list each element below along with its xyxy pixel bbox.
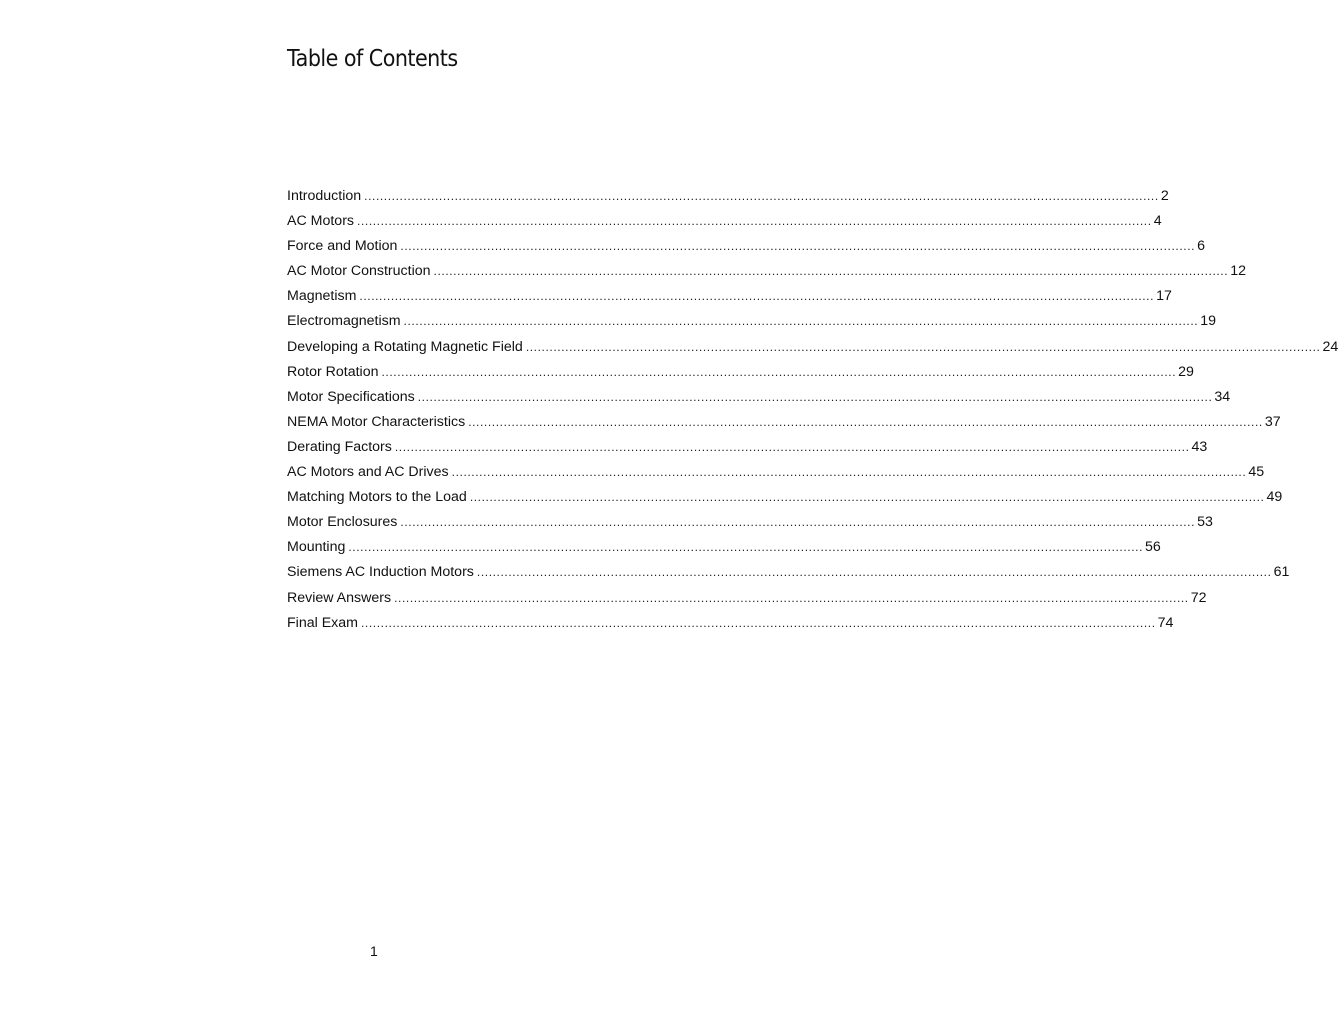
toc-entry[interactable] <box>287 360 1194 385</box>
toc-entry-label: Mounting <box>287 539 346 556</box>
toc-entry[interactable] <box>287 611 1174 636</box>
toc-entry-page: 4 <box>1153 213 1162 230</box>
toc-entry-label: Introduction <box>287 188 362 204</box>
toc-dot-leader: .......................................................................................................................................................................................................... <box>348 540 1144 555</box>
toc-entry-page: 34 <box>1214 388 1231 405</box>
toc-entry[interactable] <box>287 410 1281 435</box>
toc-entry[interactable] <box>287 234 1205 259</box>
toc-dot-leader: .......................................................................................................................................................................................................... <box>525 339 1321 354</box>
toc-entry-page: 45 <box>1248 464 1265 481</box>
toc-dot-leader: .......................................................................................................................................................................................................... <box>400 239 1196 254</box>
toc-entry-label: Electromagnetism <box>287 313 401 330</box>
toc-entry[interactable] <box>287 284 1172 309</box>
toc-entry-page: 74 <box>1157 614 1174 631</box>
toc-entry-label: Siemens AC Induction Motors <box>287 564 474 581</box>
toc-entry-label: NEMA Motor Characteristics <box>287 413 466 430</box>
toc-dot-leader: .......................................................................................................................................................................................................... <box>359 289 1155 304</box>
toc-dot-leader: .......................................................................................................................................................................................................... <box>400 515 1196 530</box>
toc-dot-leader: .......................................................................................................................................................................................................... <box>451 465 1247 480</box>
toc-entry-page: 43 <box>1191 438 1208 455</box>
toc-dot-leader: .......................................................................................................................................................................................................... <box>360 615 1156 630</box>
toc-entry-page: 29 <box>1178 363 1194 380</box>
toc-dot-leader: .......................................................................................................................................................................................................... <box>433 264 1229 279</box>
toc-entry-label: Matching Motors to the Load <box>287 489 467 506</box>
toc-entry-label: Final Exam <box>287 614 358 631</box>
toc-entry[interactable] <box>287 309 1216 334</box>
footer-page-number: 1 <box>370 943 378 959</box>
toc-entry-label: Motor Specifications <box>287 388 415 405</box>
toc-dot-leader: .......................................................................................................................................................................................................... <box>381 364 1177 379</box>
toc-dot-leader: .......................................................................................................................................................................................................... <box>468 414 1263 429</box>
toc-entry[interactable] <box>287 435 1208 460</box>
toc-entry[interactable] <box>287 510 1213 535</box>
toc-dot-leader: .......................................................................................................................................................................................................... <box>469 490 1265 505</box>
toc-entry[interactable] <box>287 460 1265 485</box>
toc-entry-page: 6 <box>1197 238 1205 255</box>
toc-dot-leader: .......................................................................................................................................................................................................... <box>357 214 1152 229</box>
toc-entry-page: 37 <box>1264 413 1281 430</box>
toc-entry[interactable] <box>287 209 1162 234</box>
toc-dot-leader: .......................................................................................................................................................................................................... <box>476 565 1272 580</box>
toc-entry-label: Magnetism <box>287 288 357 305</box>
toc-entry-label: AC Motor Construction <box>287 263 431 280</box>
toc-dot-leader: .......................................................................................................................................................................................................... <box>417 389 1213 404</box>
toc-entry-label: AC Motors and AC Drives <box>287 464 449 481</box>
page-title: Table of Contents <box>287 46 458 72</box>
toc-entry[interactable] <box>287 560 1290 585</box>
toc-entry-page: 24 <box>1322 338 1338 355</box>
toc-dot-leader: .......................................................................................................................................................................................................... <box>394 590 1189 605</box>
toc-entry[interactable] <box>287 184 1169 209</box>
toc-dot-leader: .......................................................................................................................................................................................................... <box>403 314 1199 329</box>
toc-entry-page: 12 <box>1230 263 1246 280</box>
table-of-contents <box>287 184 1338 636</box>
toc-entry-page: 56 <box>1145 539 1161 556</box>
toc-entry[interactable] <box>287 535 1161 560</box>
toc-entry-label: Developing a Rotating Magnetic Field <box>287 338 523 355</box>
toc-entry-label: Motor Enclosures <box>287 514 398 531</box>
toc-entry-label: Force and Motion <box>287 238 398 255</box>
toc-entry-page: 72 <box>1190 589 1207 606</box>
toc-entry-page: 49 <box>1266 489 1283 506</box>
toc-entry-page: 61 <box>1273 564 1290 581</box>
toc-entry[interactable] <box>287 485 1283 510</box>
toc-entry-label: Rotor Rotation <box>287 363 379 380</box>
toc-entry-page: 17 <box>1156 288 1172 305</box>
toc-entry[interactable] <box>287 586 1207 611</box>
toc-entry[interactable] <box>287 335 1338 360</box>
toc-entry-label: Derating Factors <box>287 438 392 455</box>
toc-entry-label: Review Answers <box>287 589 392 606</box>
toc-entry-label: AC Motors <box>287 213 355 230</box>
toc-entry-page: 53 <box>1197 514 1213 531</box>
toc-entry-page: 2 <box>1160 188 1169 204</box>
toc-entry[interactable] <box>287 385 1231 410</box>
toc-entry-page: 19 <box>1200 313 1216 330</box>
toc-entry[interactable] <box>287 259 1246 284</box>
toc-dot-leader: .......................................................................................................................................................................................................... <box>364 189 1159 203</box>
toc-dot-leader: .......................................................................................................................................................................................................... <box>394 439 1190 454</box>
